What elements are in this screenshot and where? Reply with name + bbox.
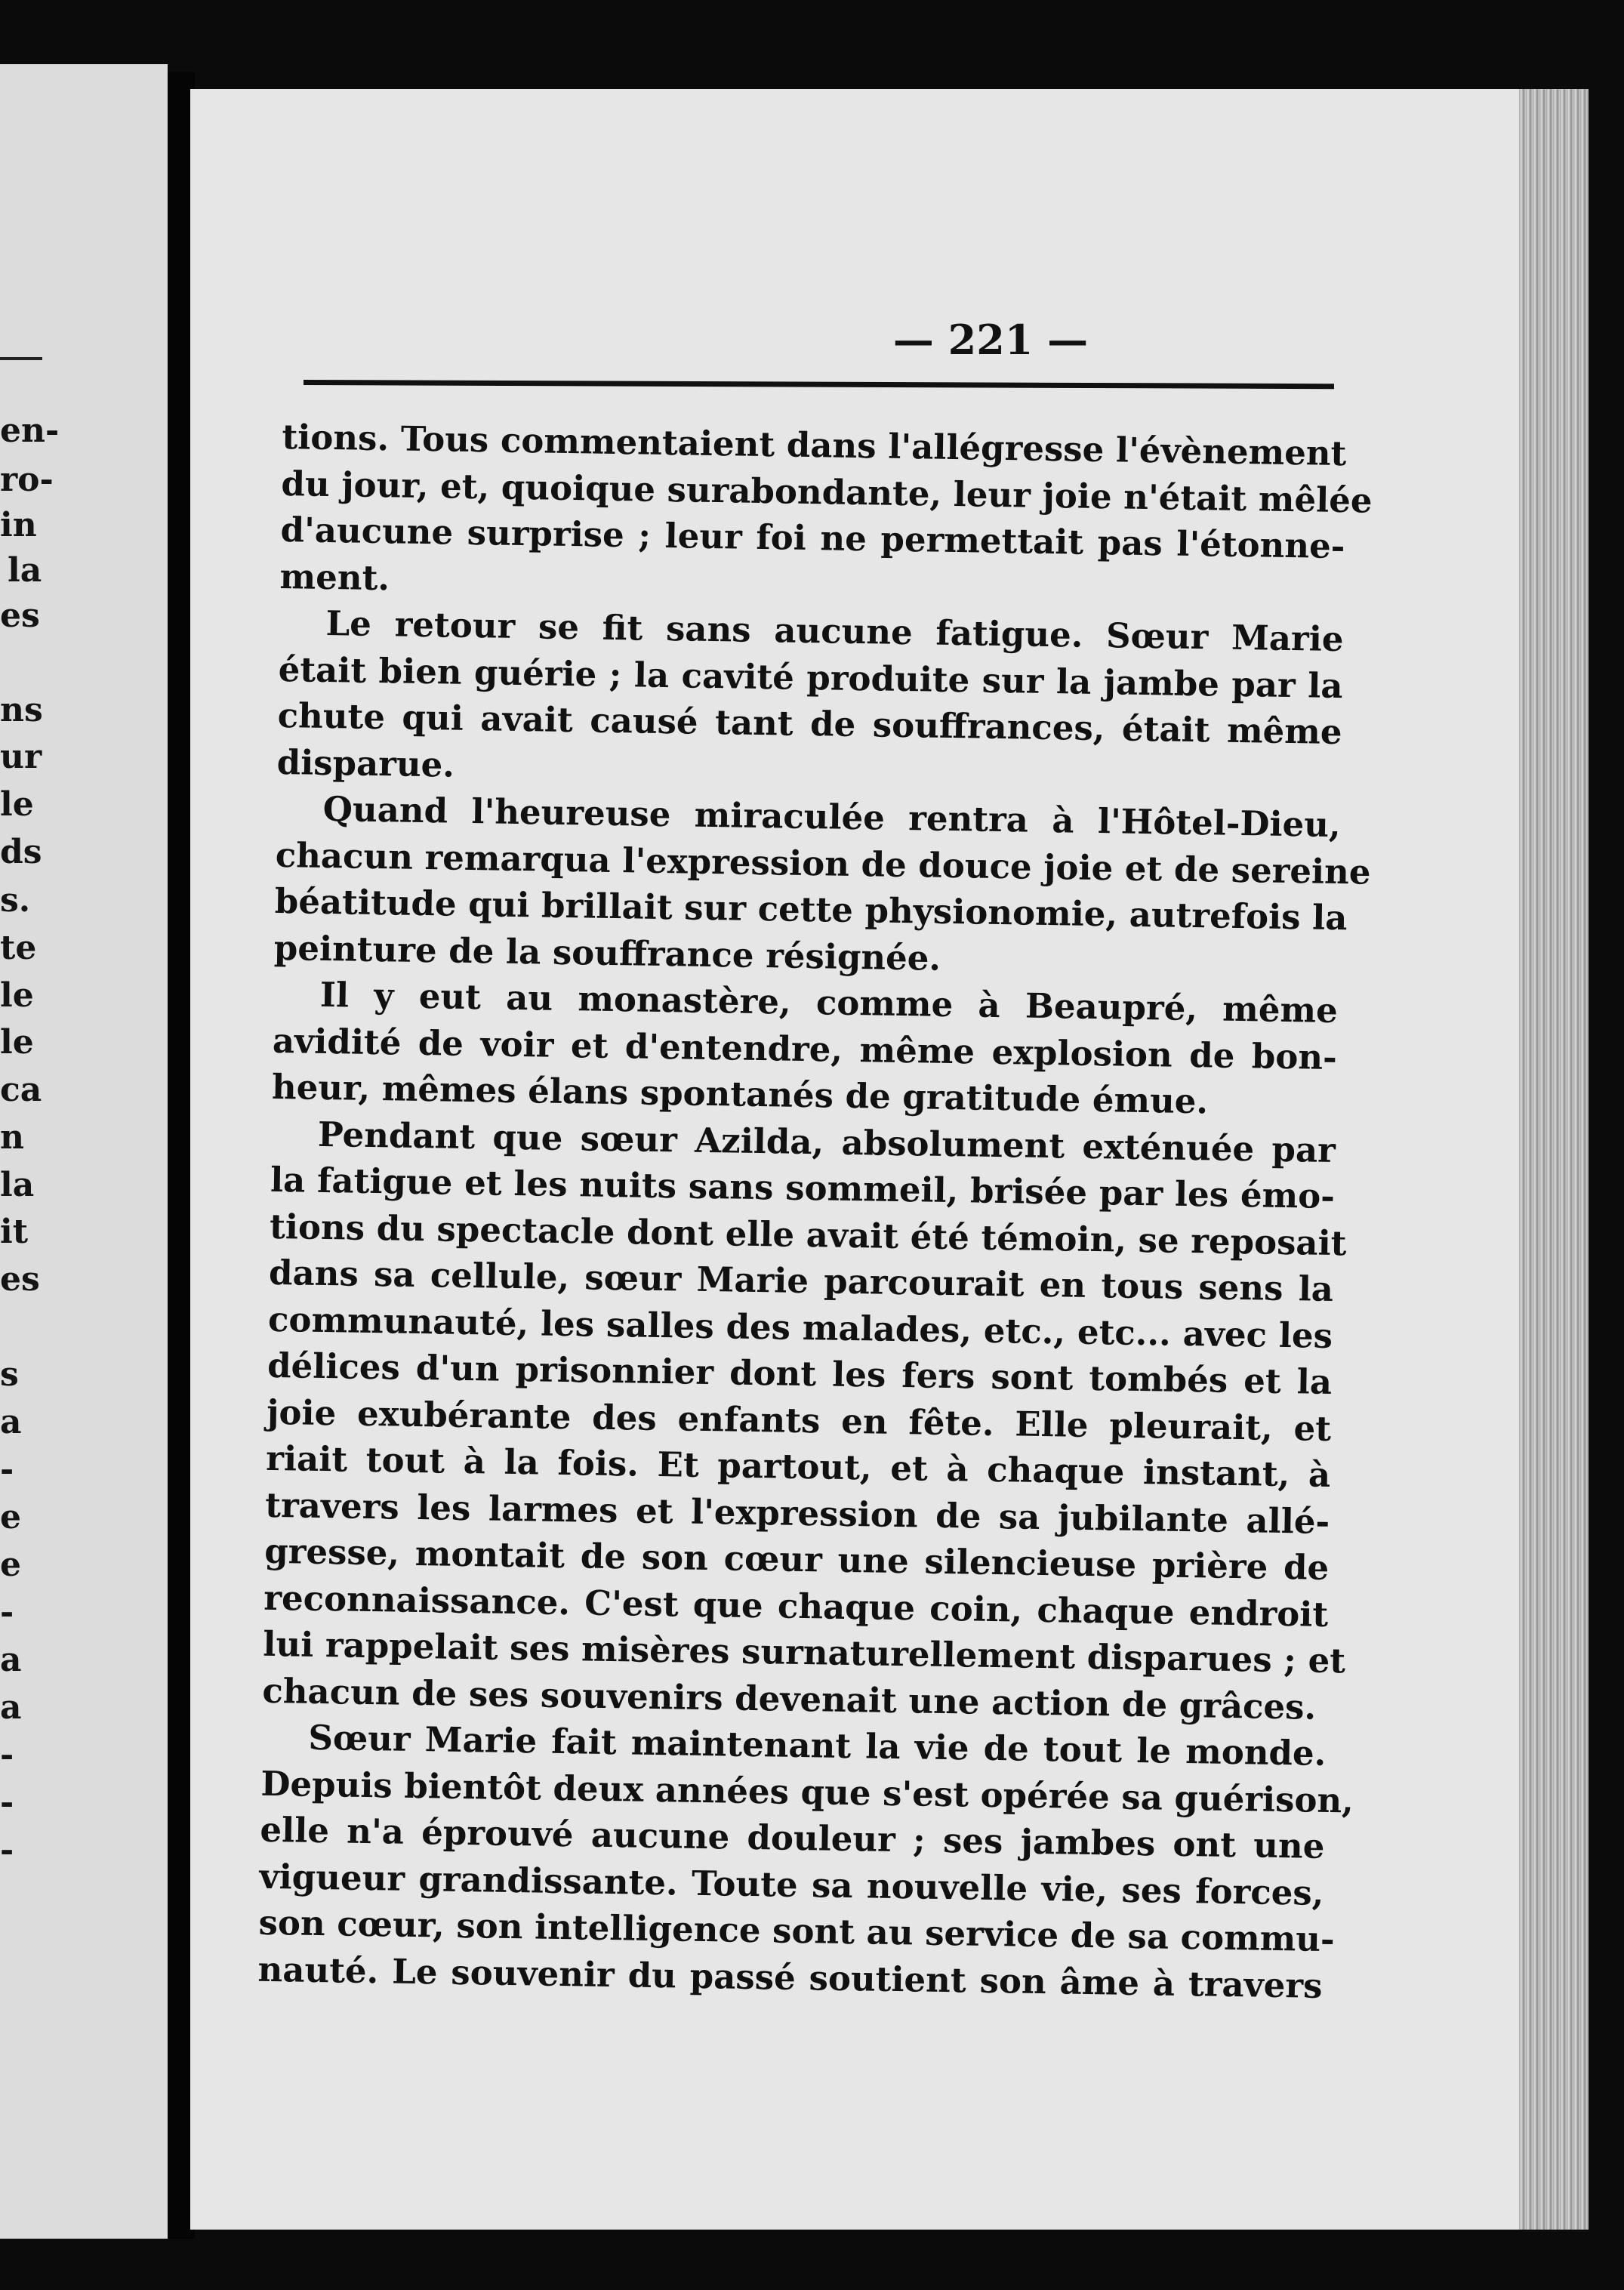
left-fragment: - [0, 1831, 14, 1869]
text-line: ment. [279, 556, 390, 598]
left-fragment: e [0, 1546, 21, 1584]
text-line: disparue. [276, 741, 455, 785]
left-fragment: te [0, 929, 37, 967]
text-line: tions du spectacle dont elle avait été témoin, se reposait [269, 1206, 1347, 1263]
text-line: Depuis bientôt deux années que s'est opérée sa guérison, [260, 1763, 1354, 1821]
left-fragment: la [8, 551, 42, 590]
left-page-rule [0, 357, 42, 360]
left-fragment: s. [0, 881, 31, 920]
text-line: Le retour se fit sans aucune fatigue. Sœur Marie [325, 603, 1344, 660]
text-line: nauté. Le souvenir du passé soutient son âme à travers [257, 1949, 1323, 2006]
text-line: Quand l'heureuse miraculée rentra à l'Hôtel-Dieu, [322, 788, 1342, 846]
left-facing-page [0, 64, 168, 2239]
left-fragment: in [0, 506, 37, 544]
left-fragment: a [0, 1688, 22, 1727]
text-line: avidité de voir et d'entendre, même explosion de bon- [272, 1020, 1338, 1077]
header-rule [304, 380, 1334, 389]
text-line: tions. Tous commentaient dans l'allégresse l'évènement [282, 416, 1347, 474]
left-fragment: - [0, 1450, 14, 1489]
left-fragment: ro- [0, 461, 54, 499]
text-line: vigueur grandissante. Toute sa nouvelle vie, ses forces, [259, 1856, 1324, 1913]
text-line: Il y eut au monastère, comme à Beaupré, même [319, 974, 1339, 1031]
text-line: elle n'a éprouvé aucune douleur ; ses jambes ont une [260, 1809, 1325, 1866]
text-line: heur, mêmes élans spontanés de gratitude émue. [271, 1066, 1209, 1122]
left-fragment: la [0, 1166, 35, 1204]
text-line: chacun remarqua l'expression de douce joie et de sereine [275, 834, 1371, 892]
left-fragment: ur [0, 738, 42, 776]
left-fragment: n [0, 1118, 24, 1157]
left-fragment: - [0, 1736, 14, 1774]
left-fragment: a [0, 1641, 22, 1679]
page-number: — 221 — [892, 316, 1089, 364]
text-line: béatitude qui brillait sur cette physionomie, autrefois la [274, 880, 1348, 938]
left-fragment: le [0, 976, 34, 1015]
text-line: la fatigue et les nuits sans sommeil, brisée par les émo- [270, 1159, 1336, 1217]
left-fragment: en- [0, 411, 60, 450]
text-line: lui rappelait ses misères surnaturellement disparues ; et [262, 1623, 1346, 1681]
left-fragment: e [0, 1498, 21, 1536]
text-line: joie exubérante des enfants en fête. Elle pleurait, et [266, 1392, 1332, 1449]
text-line: Sœur Marie fait maintenant la vie de tout le monde. [308, 1717, 1327, 1774]
left-fragment: es [0, 596, 40, 635]
book-page [190, 89, 1589, 2230]
text-line: peinture de la souffrance résignée. [273, 927, 941, 979]
text-line: travers les larmes et l'expression de sa jubilante allé- [264, 1484, 1330, 1542]
left-fragment: - [0, 1593, 14, 1632]
text-line: reconnaissance. C'est que chaque coin, chaque endroit [263, 1577, 1329, 1635]
text-line: délices d'un prisonnier dont les fers sont tombés et la [267, 1345, 1333, 1402]
text-line: Pendant que sœur Azilda, absolument exténuée par [317, 1114, 1336, 1170]
left-fragment: le [0, 785, 34, 824]
text-line: d'aucune surprise ; leur foi ne permettait pas l'étonne- [280, 509, 1345, 567]
body-text [257, 414, 1373, 2009]
left-fragment: le [0, 1023, 34, 1062]
text-line: communauté, les salles des malades, etc., etc... avec les [267, 1299, 1333, 1356]
page-stack-edge [1519, 89, 1589, 2230]
left-fragment: ds [0, 833, 42, 871]
text-line: riait tout à la fois. Et partout, et à chaque instant, à [265, 1438, 1331, 1495]
left-fragment: it [0, 1213, 29, 1251]
text-line: gresse, montait de son cœur une silencieuse prière de [263, 1530, 1330, 1588]
left-fragment: ns [0, 691, 43, 729]
left-fragment: es [0, 1260, 40, 1299]
left-fragment: a [0, 1403, 22, 1441]
text-line: chute qui avait causé tant de souffrances, était même [277, 695, 1342, 753]
text-line: dans sa cellule, sœur Marie parcourait en tous sens la [268, 1252, 1334, 1310]
text-line: chacun de ses souvenirs devenait une action de grâces. [262, 1670, 1317, 1728]
text-line: du jour, et, quoique surabondante, leur joie n'était mêlée [281, 463, 1373, 521]
text-line: son cœur, son intelligence sont au service de sa commu- [258, 1902, 1336, 1960]
left-fragment: ca [0, 1071, 42, 1109]
text-line: était bien guérie ; la cavité produite sur la jambe par la [278, 649, 1343, 706]
left-fragment: s [0, 1355, 19, 1394]
left-fragment: - [0, 1783, 14, 1822]
